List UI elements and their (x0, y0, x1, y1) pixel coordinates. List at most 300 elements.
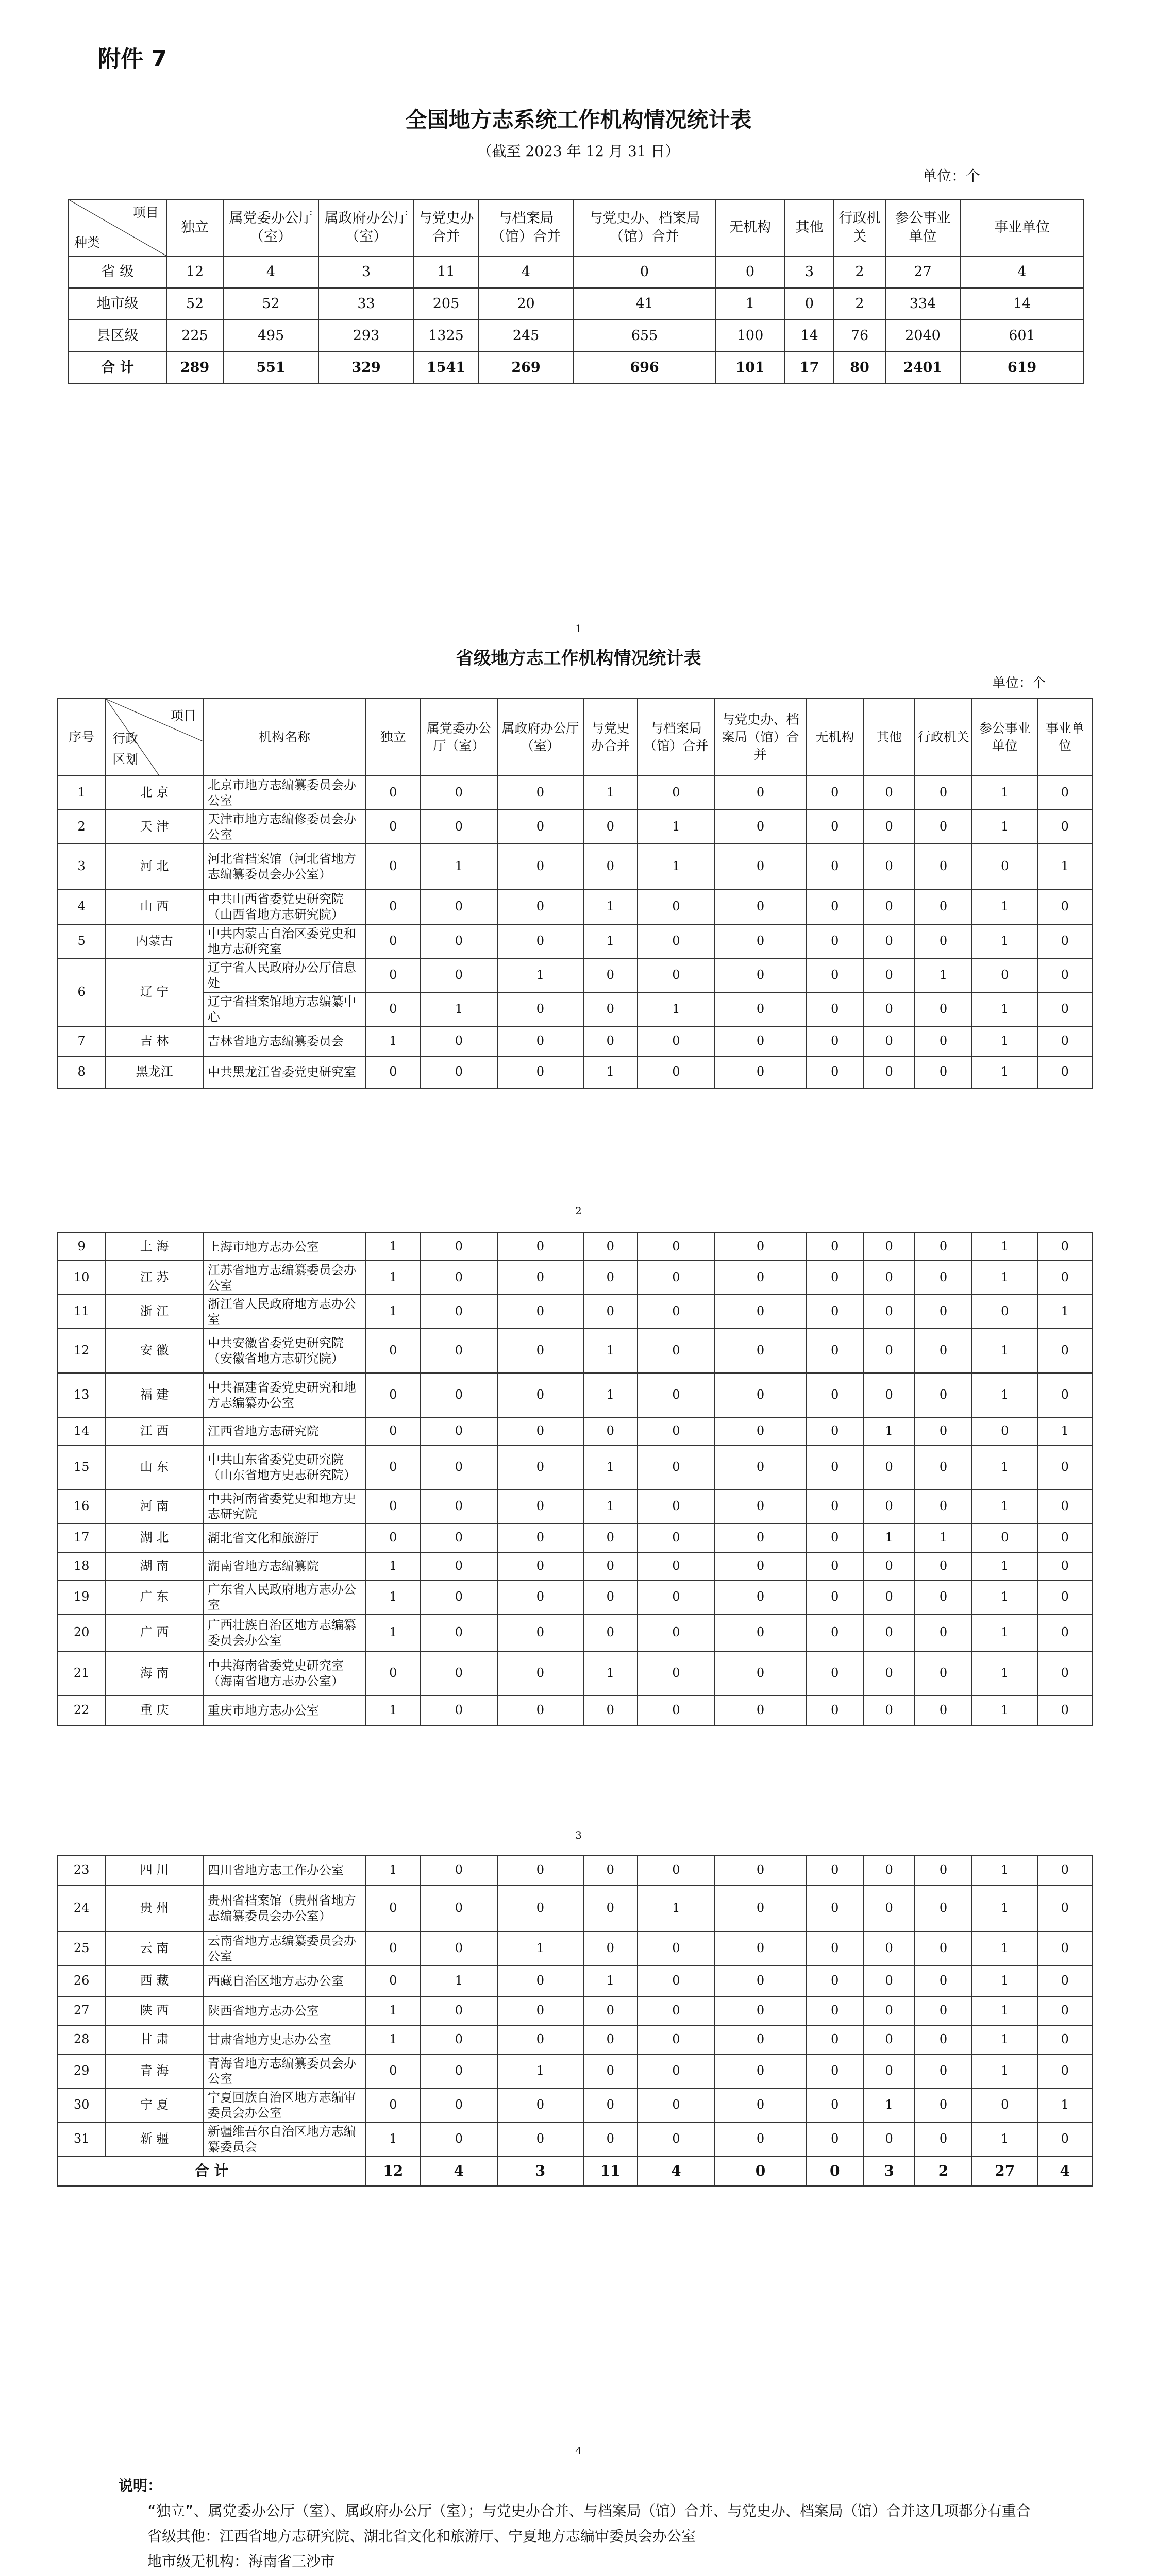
table1-cell: 17 (785, 352, 834, 384)
table1-col-header: 与档案局（馆）合并 (478, 199, 574, 256)
table2-total-cell: 4 (638, 2156, 715, 2186)
table2-cell: 0 (583, 992, 638, 1026)
region-name: 西 藏 (106, 1965, 203, 1996)
table2-cell: 0 (583, 2088, 638, 2122)
table2-cell: 0 (806, 1580, 863, 1614)
province-table-part-3 (57, 1855, 1093, 2187)
table2-cell: 1 (972, 1489, 1038, 1523)
table2-cell: 0 (715, 1696, 807, 1725)
table2-cell: 0 (715, 1329, 807, 1373)
table1-cell: 2401 (885, 352, 960, 384)
table2-cell: 0 (366, 2054, 420, 2088)
region-name: 甘 肃 (106, 2025, 203, 2054)
table2-cell: 0 (1038, 810, 1092, 844)
table2-cell: 0 (420, 2088, 497, 2122)
table2-cell: 0 (715, 958, 807, 992)
table2-cell: 0 (420, 1552, 497, 1580)
row-number: 6 (57, 958, 106, 1026)
table2-cell: 0 (915, 1329, 972, 1373)
table1-cell: 0 (785, 288, 834, 320)
table1-col-header: 无机构 (715, 199, 785, 256)
table2-cell: 0 (583, 810, 638, 844)
table2-row (57, 1855, 1092, 1885)
table2-cell: 0 (1038, 2025, 1092, 2054)
table2-cell: 0 (715, 1233, 807, 1261)
organization-name: 云南省地方志编纂委员会办公室 (203, 1931, 366, 1965)
seq-header: 序号 (57, 699, 106, 776)
row-number: 16 (57, 1489, 106, 1523)
table2-cell: 0 (497, 1523, 583, 1552)
table2-cell: 1 (1038, 844, 1092, 889)
table2-cell: 0 (420, 1295, 497, 1329)
region-name: 辽 宁 (106, 958, 203, 1026)
table2-cell: 0 (420, 1651, 497, 1696)
table2-cell: 0 (638, 1651, 715, 1696)
organization-name: 西藏自治区地方志办公室 (203, 1965, 366, 1996)
region-name: 黑龙江 (106, 1056, 203, 1088)
table2-cell: 0 (806, 2088, 863, 2122)
table2-cell: 0 (366, 1056, 420, 1088)
table2-cell: 0 (420, 1445, 497, 1489)
table2-row (57, 1233, 1092, 1261)
table2-cell: 0 (806, 1056, 863, 1088)
row-number: 12 (57, 1329, 106, 1373)
region-name: 重 庆 (106, 1696, 203, 1725)
table2-cell: 1 (583, 889, 638, 924)
table2-cell: 0 (638, 1295, 715, 1329)
table2-cell: 0 (497, 1552, 583, 1580)
table2-cell: 0 (915, 844, 972, 889)
table2-cell: 0 (638, 2054, 715, 2088)
table2-cell: 0 (638, 1965, 715, 1996)
region-name: 山 东 (106, 1445, 203, 1489)
table2-cell: 0 (420, 2054, 497, 2088)
table2-cell: 0 (863, 1965, 915, 1996)
table2-cell: 0 (638, 1373, 715, 1417)
table2-total-cell: 12 (366, 2156, 420, 2186)
table2-cell: 0 (1038, 924, 1092, 958)
region-name: 江 苏 (106, 1261, 203, 1295)
table2-row (57, 2054, 1092, 2088)
table1-cell: 14 (960, 288, 1084, 320)
table2-corner-bottom: 区划 (112, 752, 139, 767)
table2-cell: 0 (863, 1445, 915, 1489)
table2-row (57, 2025, 1092, 2054)
notes-line-1: “独立”、属党委办公厅（室）、属政府办公厅（室）；与党史办合并、与档案局（馆）合并、与党史办、档案局（馆）合并这几项都分有重合 (147, 2502, 1031, 2519)
table2-cell: 0 (583, 1580, 638, 1614)
table2-cell: 0 (806, 1614, 863, 1651)
table2-cell: 0 (1038, 992, 1092, 1026)
table2-cell: 1 (972, 776, 1038, 810)
table2-cell: 1 (497, 2054, 583, 2088)
table2-cell: 0 (715, 776, 807, 810)
table2-cell: 0 (715, 2025, 807, 2054)
table2-cell: 1 (972, 2025, 1038, 2054)
table2-cell: 0 (497, 1233, 583, 1261)
table2-cell: 0 (583, 2025, 638, 2054)
table2-cell: 0 (806, 1552, 863, 1580)
table2-cell: 0 (806, 1489, 863, 1523)
table1-col-header: 事业单位 (960, 199, 1084, 256)
table1-total-row (69, 352, 1084, 384)
table2-cell: 0 (1038, 1056, 1092, 1088)
table2-col-header: 行政机关 (915, 699, 972, 776)
notes (119, 2473, 1046, 2574)
table2-cell: 0 (497, 1445, 583, 1489)
organization-name: 江苏省地方志编纂委员会办公室 (203, 1261, 366, 1295)
table2-cell: 0 (806, 1885, 863, 1931)
table1-corner-bottom: 种类 (74, 235, 100, 250)
table1-cell: 293 (318, 320, 414, 352)
region-name: 上 海 (106, 1233, 203, 1261)
table2-cell: 0 (806, 1373, 863, 1417)
region-name: 青 海 (106, 2054, 203, 2088)
table2-row (57, 1580, 1092, 1614)
table2-cell: 0 (638, 1417, 715, 1445)
table2-cell: 1 (863, 1417, 915, 1445)
table2-cell: 0 (715, 1965, 807, 1996)
table2-cell: 0 (583, 1996, 638, 2025)
row-number: 9 (57, 1233, 106, 1261)
row-number: 8 (57, 1056, 106, 1088)
row-number: 23 (57, 1855, 106, 1885)
table2-cell: 0 (915, 1489, 972, 1523)
table2-cell: 0 (806, 1651, 863, 1696)
region-name: 安 徽 (106, 1329, 203, 1373)
table2-cell: 0 (972, 1417, 1038, 1445)
table2-cell: 0 (715, 1261, 807, 1295)
table2-cell: 0 (420, 1417, 497, 1445)
table2-cell: 0 (863, 844, 915, 889)
table1-col-header: 属政府办公厅（室） (318, 199, 414, 256)
row-number: 28 (57, 2025, 106, 2054)
row-number: 26 (57, 1965, 106, 1996)
table2-cell: 0 (420, 1233, 497, 1261)
table2-cell: 0 (915, 1026, 972, 1056)
table1-corner-header (69, 199, 166, 256)
table2-cell: 0 (806, 776, 863, 810)
organization-name: 辽宁省档案馆地方志编纂中心 (203, 992, 366, 1026)
table2-cell: 0 (806, 1523, 863, 1552)
table2-cell: 0 (806, 1855, 863, 1885)
table2-row (57, 844, 1092, 889)
table2-cell: 0 (915, 1233, 972, 1261)
row-number: 7 (57, 1026, 106, 1056)
table1-cell: 269 (478, 352, 574, 384)
table2-cell: 0 (497, 889, 583, 924)
table1-cell: 27 (885, 256, 960, 288)
table2-row (57, 1696, 1092, 1725)
row-number: 27 (57, 1996, 106, 2025)
table2-cell: 0 (863, 992, 915, 1026)
table2-cell: 1 (972, 1855, 1038, 1885)
table2-total-row (57, 2156, 1092, 2186)
table2-cell: 0 (806, 992, 863, 1026)
table2-cell: 0 (638, 2025, 715, 2054)
table2-cell: 0 (366, 992, 420, 1026)
table2-cell: 0 (638, 1445, 715, 1489)
table2-cell: 0 (915, 1295, 972, 1329)
table2-cell: 0 (583, 2054, 638, 2088)
table2-corner-header (106, 699, 203, 776)
table2-cell: 0 (915, 1965, 972, 1996)
table2-cell: 0 (583, 2122, 638, 2156)
table1-cell: 41 (574, 288, 715, 320)
table2-col-header: 独立 (366, 699, 420, 776)
table2-cell: 0 (638, 924, 715, 958)
table1-cell: 551 (223, 352, 318, 384)
table1-title: 全国地方志系统工作机构情况统计表 (405, 107, 752, 132)
table2-cell: 0 (497, 1489, 583, 1523)
table2-corner-mid: 行政 (112, 731, 139, 746)
row-number: 22 (57, 1696, 106, 1725)
table2-cell: 0 (583, 1261, 638, 1295)
table2-cell: 1 (972, 1056, 1038, 1088)
table2-col-header: 参公事业单位 (972, 699, 1038, 776)
table2-cell: 0 (1038, 1996, 1092, 2025)
table2-cell: 0 (366, 1523, 420, 1552)
table2-col-header: 与党史办合并 (583, 699, 638, 776)
table2-cell: 0 (638, 1580, 715, 1614)
table2-cell: 1 (972, 889, 1038, 924)
table1-subtitle: （截至 2023 年 12 月 31 日） (477, 143, 680, 160)
table2-cell: 1 (638, 810, 715, 844)
region-name: 贵 州 (106, 1885, 203, 1931)
table2-cell: 0 (806, 958, 863, 992)
table2-row (57, 1489, 1092, 1523)
table2-cell: 0 (638, 2122, 715, 2156)
row-number: 20 (57, 1614, 106, 1651)
table2-cell: 0 (863, 1696, 915, 1725)
table2-cell: 1 (366, 1996, 420, 2025)
table2-cell: 1 (972, 1261, 1038, 1295)
table2-cell: 0 (1038, 1651, 1092, 1696)
table2-cell: 0 (583, 1885, 638, 1931)
row-number: 30 (57, 2088, 106, 2122)
table1-cell: 4 (960, 256, 1084, 288)
table2-cell: 1 (366, 1552, 420, 1580)
table1-cell: 4 (478, 256, 574, 288)
table2-cell: 0 (863, 1580, 915, 1614)
table2-cell: 1 (972, 1651, 1038, 1696)
table2-cell: 0 (497, 1417, 583, 1445)
table2-cell: 1 (972, 1965, 1038, 1996)
table2-col-header: 与档案局（馆）合并 (638, 699, 715, 776)
table2-cell: 0 (863, 1855, 915, 1885)
organization-name: 中共山东省委党史研究院（山东省地方史志研究院） (203, 1445, 366, 1489)
region-name: 浙 江 (106, 1295, 203, 1329)
table2-cell: 0 (420, 924, 497, 958)
page-number: 3 (575, 1829, 582, 1841)
table2-cell: 0 (366, 1373, 420, 1417)
table1-cell: 52 (223, 288, 318, 320)
table2-cell: 0 (715, 2088, 807, 2122)
table2-cell: 0 (638, 2088, 715, 2122)
table2-cell: 0 (863, 1489, 915, 1523)
organization-name: 宁夏回族自治区地方志编审委员会办公室 (203, 2088, 366, 2122)
table2-row (57, 810, 1092, 844)
organization-name: 青海省地方志编纂委员会办公室 (203, 2054, 366, 2088)
row-number: 3 (57, 844, 106, 889)
table2-cell: 0 (863, 2025, 915, 2054)
table2-cell: 0 (1038, 1329, 1092, 1373)
region-name: 福 建 (106, 1373, 203, 1417)
table2-row (57, 1965, 1092, 1996)
table2-cell: 0 (1038, 1552, 1092, 1580)
table2-cell: 0 (420, 1373, 497, 1417)
table1-unit: 单位：个 (923, 167, 981, 184)
organization-name: 湖北省文化和旅游厅 (203, 1523, 366, 1552)
table1-cell: 329 (318, 352, 414, 384)
table2-cell: 0 (715, 889, 807, 924)
table2-cell: 0 (1038, 2054, 1092, 2088)
table2-cell: 0 (638, 1329, 715, 1373)
table2-col-header: 无机构 (806, 699, 863, 776)
table2-cell: 0 (806, 1233, 863, 1261)
table1-row-label: 县区级 (69, 320, 166, 352)
table2-cell: 0 (420, 889, 497, 924)
table2-cell: 0 (1038, 1931, 1092, 1965)
table1-cell: 80 (834, 352, 885, 384)
table2-cell: 0 (806, 924, 863, 958)
table1-col-header: 独立 (166, 199, 223, 256)
table2-cell: 0 (863, 1233, 915, 1261)
row-number: 31 (57, 2122, 106, 2156)
table2-cell: 0 (497, 1965, 583, 1996)
table2-cell: 1 (972, 1329, 1038, 1373)
table1-row-label: 省 级 (69, 256, 166, 288)
table2-cell: 0 (915, 1261, 972, 1295)
table2-cell: 1 (1038, 1417, 1092, 1445)
region-name: 广 西 (106, 1614, 203, 1651)
row-number: 10 (57, 1261, 106, 1295)
table2-cell: 0 (715, 1931, 807, 1965)
table2-cell: 0 (863, 1329, 915, 1373)
table2-cell: 0 (638, 1931, 715, 1965)
table2-row (57, 958, 1092, 992)
table2-cell: 0 (1038, 2122, 1092, 2156)
table2-cell: 0 (497, 776, 583, 810)
table2-cell: 1 (420, 844, 497, 889)
table2-cell: 0 (972, 958, 1038, 992)
organization-name: 贵州省档案馆（贵州省地方志编纂委员会办公室） (203, 1885, 366, 1931)
table2-cell: 0 (863, 1026, 915, 1056)
table2-cell: 0 (638, 889, 715, 924)
page-number: 4 (575, 2445, 582, 2457)
table1-cell: 696 (574, 352, 715, 384)
table2-cell: 1 (366, 1261, 420, 1295)
table2-cell: 0 (420, 1489, 497, 1523)
region-name: 广 东 (106, 1580, 203, 1614)
table2-cell: 1 (583, 1445, 638, 1489)
row-number: 29 (57, 2054, 106, 2088)
table2-cell: 0 (915, 810, 972, 844)
organization-name: 河北省档案馆（河北省地方志编纂委员会办公室） (203, 844, 366, 889)
table2-cell: 0 (497, 1651, 583, 1696)
table2-total-cell: 0 (806, 2156, 863, 2186)
table2-cell: 0 (863, 1373, 915, 1417)
table2-cell: 0 (715, 1445, 807, 1489)
organization-name: 中共山西省委党史研究院（山西省地方志研究院） (203, 889, 366, 924)
table2-cell: 0 (972, 1523, 1038, 1552)
table2-cell: 0 (863, 1651, 915, 1696)
table2-cell: 0 (366, 1489, 420, 1523)
table2-cell: 1 (497, 958, 583, 992)
table2-cell: 1 (972, 1614, 1038, 1651)
table2-cell: 1 (366, 1026, 420, 1056)
table2-cell: 1 (1038, 1295, 1092, 1329)
table2-cell: 0 (366, 810, 420, 844)
table2-cell: 0 (420, 958, 497, 992)
table1-cell: 1541 (414, 352, 478, 384)
table2-cell: 0 (806, 1696, 863, 1725)
table1-cell: 101 (715, 352, 785, 384)
table2-col-header: 与党史办、档案局（馆）合并 (715, 699, 807, 776)
region-name: 河 北 (106, 844, 203, 889)
table2-cell: 0 (915, 1417, 972, 1445)
table2-cell: 0 (497, 2025, 583, 2054)
table2-cell: 0 (1038, 1696, 1092, 1725)
table2-cell: 0 (863, 1614, 915, 1651)
table2-cell: 0 (583, 1552, 638, 1580)
table2-cell: 0 (915, 1373, 972, 1417)
organization-name: 四川省地方志工作办公室 (203, 1855, 366, 1885)
table2-cell: 1 (583, 1651, 638, 1696)
table2-cell: 0 (638, 1552, 715, 1580)
table2-cell: 0 (972, 844, 1038, 889)
region-name: 山 西 (106, 889, 203, 924)
table2-cell: 1 (366, 1295, 420, 1329)
table2-cell: 0 (1038, 1965, 1092, 1996)
table1-cell: 20 (478, 288, 574, 320)
table2-cell: 0 (715, 1295, 807, 1329)
organization-name: 新疆维吾尔自治区地方志编纂委员会 (203, 2122, 366, 2156)
table2-cell: 0 (915, 1996, 972, 2025)
table2-cell: 0 (497, 1056, 583, 1088)
table2-cell: 0 (497, 2088, 583, 2122)
table2-cell: 0 (1038, 958, 1092, 992)
table2-cell: 0 (638, 958, 715, 992)
row-number: 17 (57, 1523, 106, 1552)
table2-cell: 0 (715, 2122, 807, 2156)
table2-row (57, 1523, 1092, 1552)
table2-cell: 0 (863, 924, 915, 958)
table1-cell: 3 (785, 256, 834, 288)
notes-label: 说明： (119, 2477, 162, 2494)
table2-cell: 0 (420, 1931, 497, 1965)
page-number: 2 (575, 1205, 582, 1217)
table2-cell: 0 (1038, 1445, 1092, 1489)
table2-cell: 1 (972, 992, 1038, 1026)
table2-cell: 0 (497, 1855, 583, 1885)
table2-cell: 0 (420, 776, 497, 810)
row-number: 19 (57, 1580, 106, 1614)
table2-cell: 1 (366, 2122, 420, 2156)
table2-cell: 0 (366, 1885, 420, 1931)
table2-total-cell: 2 (915, 2156, 972, 2186)
table2-total-cell: 3 (863, 2156, 915, 2186)
table2-cell: 0 (1038, 776, 1092, 810)
table1-cell: 205 (414, 288, 478, 320)
table2-cell: 0 (863, 2122, 915, 2156)
table2-cell: 0 (863, 1931, 915, 1965)
table2-cell: 0 (497, 1026, 583, 1056)
table1-cell: 1325 (414, 320, 478, 352)
organization-name: 江西省地方志研究院 (203, 1417, 366, 1445)
table2-cell: 0 (583, 958, 638, 992)
table2-cell: 0 (366, 1445, 420, 1489)
region-name: 天 津 (106, 810, 203, 844)
